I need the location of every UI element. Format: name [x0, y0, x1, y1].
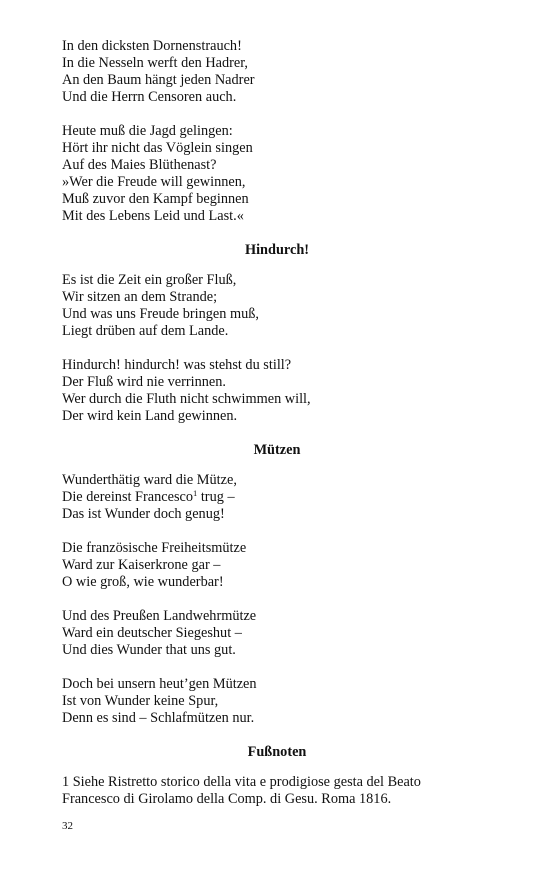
- verse-line: Heute muß die Jagd gelingen:: [62, 123, 233, 139]
- stanza: [62, 540, 492, 591]
- verse-line: Das ist Wunder doch genug!: [62, 506, 225, 522]
- verse-line: Wir sitzen an dem Strande;: [62, 289, 218, 305]
- verse-line: O wie groß, wie wunderbar!: [62, 574, 224, 590]
- verse-line: Auf des Maies Blüthenast?: [62, 157, 217, 173]
- verse-line: In den dicksten Dornenstrauch!: [62, 38, 242, 54]
- poem-title-muetzen: Mützen: [253, 442, 301, 458]
- stanza: [62, 472, 492, 523]
- verse-line: Mit des Lebens Leid und Last.«: [62, 208, 244, 224]
- footnote-reference[interactable]: 1: [193, 488, 198, 498]
- verse-line: Hört ihr nicht das Vöglein singen: [62, 140, 253, 156]
- verse-line: Es ist die Zeit ein großer Fluß,: [62, 272, 237, 288]
- verse-line: Die französische Freiheitsmütze: [62, 540, 247, 556]
- verse-line: »Wer die Freude will gewinnen,: [62, 174, 246, 190]
- verse-line: Ward zur Kaiserkrone gar –: [62, 557, 221, 573]
- verse-text: Die dereinst Francesco: [62, 489, 194, 505]
- footnotes-title: Fußnoten: [247, 744, 307, 760]
- stanza: [62, 272, 492, 340]
- stanza: [62, 123, 492, 225]
- page-number: 32: [62, 820, 73, 832]
- verse-line: An den Baum hängt jeden Nadrer: [62, 72, 255, 88]
- verse-line: Hindurch! hindurch! was stehst du still?: [62, 357, 292, 373]
- verse-line: Und was uns Freude bringen muß,: [62, 306, 259, 322]
- verse-line: Liegt drüben auf dem Lande.: [62, 323, 229, 339]
- verse-line: Der wird kein Land gewinnen.: [62, 408, 238, 424]
- verse-line: In die Nesseln werft den Hadrer,: [62, 55, 249, 71]
- verse-line: Denn es sind – Schlafmützen nur.: [62, 710, 255, 726]
- verse-line: Wer durch die Fluth nicht schwimmen will,: [62, 391, 311, 407]
- footnote-line: Francesco di Girolamo della Comp. di Gesu. Roma 1816.: [62, 791, 392, 807]
- verse-text: trug –: [197, 489, 235, 505]
- verse-line: Doch bei unsern heut’gen Mützen: [62, 676, 257, 692]
- page-body: [62, 38, 492, 808]
- verse-line: Und des Preußen Landwehrmütze: [62, 608, 257, 624]
- poem-title-hindurch: Hindurch!: [244, 242, 310, 258]
- verse-line: Ist von Wunder keine Spur,: [62, 693, 219, 709]
- stanza: [62, 676, 492, 727]
- verse-line: Ward ein deutscher Siegeshut –: [62, 625, 242, 641]
- stanza: [62, 38, 492, 106]
- verse-line: Der Fluß wird nie verrinnen.: [62, 374, 226, 390]
- footnote-line: 1 Siehe Ristretto storico della vita e prodigiose gesta del Beato: [62, 774, 421, 790]
- verse-line: [62, 489, 492, 506]
- verse-line: Und die Herrn Censoren auch.: [62, 89, 237, 105]
- verse-line: Und dies Wunder that uns gut.: [62, 642, 236, 658]
- footnote-text: [62, 774, 492, 808]
- stanza: [62, 608, 492, 659]
- verse-line: Wunderthätig ward die Mütze,: [62, 472, 237, 488]
- verse-line: Muß zuvor den Kampf beginnen: [62, 191, 249, 207]
- stanza: [62, 357, 492, 425]
